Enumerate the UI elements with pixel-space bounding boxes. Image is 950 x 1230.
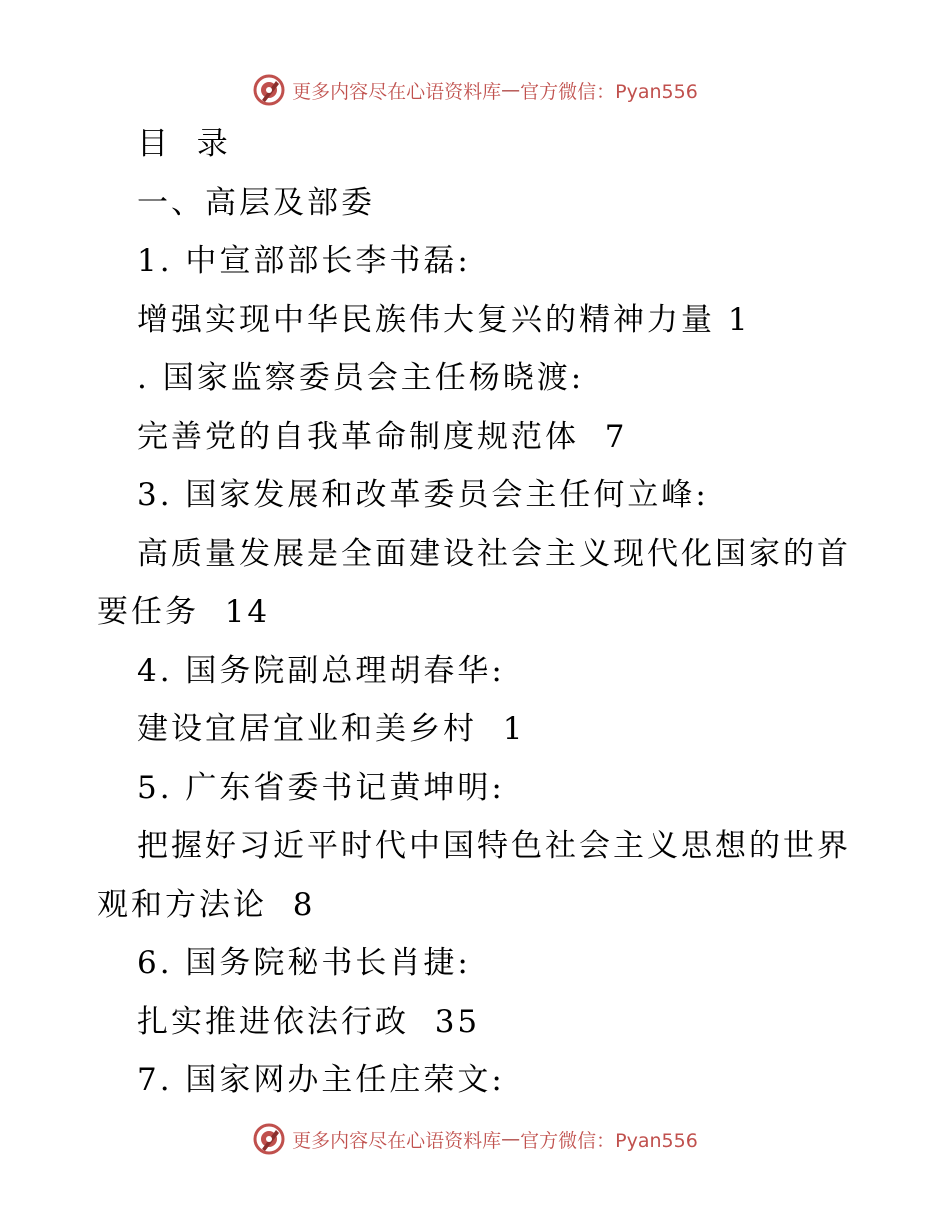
- toc-entry: 1. 中宣部部长李书磊:: [137, 243, 471, 279]
- toc-entry: 要任务 14: [97, 594, 271, 630]
- toc-entry: . 国家监察委员会主任杨晓渡:: [137, 360, 585, 396]
- toc-section-heading: 一、高层及部委: [137, 184, 375, 221]
- footer-banner-text: 更多内容尽在心语资料库: [292, 1129, 502, 1152]
- footer-wechat-text: 官方微信：Pyan556: [520, 1129, 698, 1152]
- toc-entry: 把握好习近平时代中国特色社会主义思想的世界: [137, 828, 851, 864]
- footer-banner: [0, 1119, 950, 1159]
- toc-entry: 6. 国务院秘书长肖捷:: [137, 945, 471, 981]
- toc-entry: 扎实推进依法行政 35: [137, 1003, 481, 1040]
- pen-logo-icon: [252, 1122, 286, 1156]
- header-wechat-text: 官方微信：Pyan556: [520, 80, 698, 103]
- header-banner-text: 更多内容尽在心语资料库: [292, 80, 502, 103]
- header-banner: [0, 70, 950, 110]
- footer-separator: —: [501, 1128, 521, 1150]
- toc-entry: 观和方法论 8: [97, 886, 316, 923]
- table-of-contents: [97, 115, 857, 1110]
- toc-entry: 4. 国务院副总理胡春华:: [137, 652, 505, 689]
- header-separator: —: [501, 79, 521, 101]
- pen-logo-icon: [252, 73, 286, 107]
- toc-entry: 高质量发展是全面建设社会主义现代化国家的首: [137, 535, 851, 572]
- toc-entry: 3. 国家发展和改革委员会主任何立峰:: [137, 477, 709, 513]
- toc-entry: 增强实现中华民族伟大复兴的精神力量 1: [137, 301, 751, 338]
- toc-entry: 完善党的自我革命制度规范体 7: [137, 418, 628, 455]
- toc-entry: 7. 国家网办主任庄荣文:: [137, 1062, 505, 1098]
- toc-entry: 建设宜居宜业和美乡村 1: [137, 711, 526, 747]
- toc-title: 目 录: [137, 126, 231, 162]
- toc-entry: 5. 广东省委书记黄坤明:: [137, 769, 505, 806]
